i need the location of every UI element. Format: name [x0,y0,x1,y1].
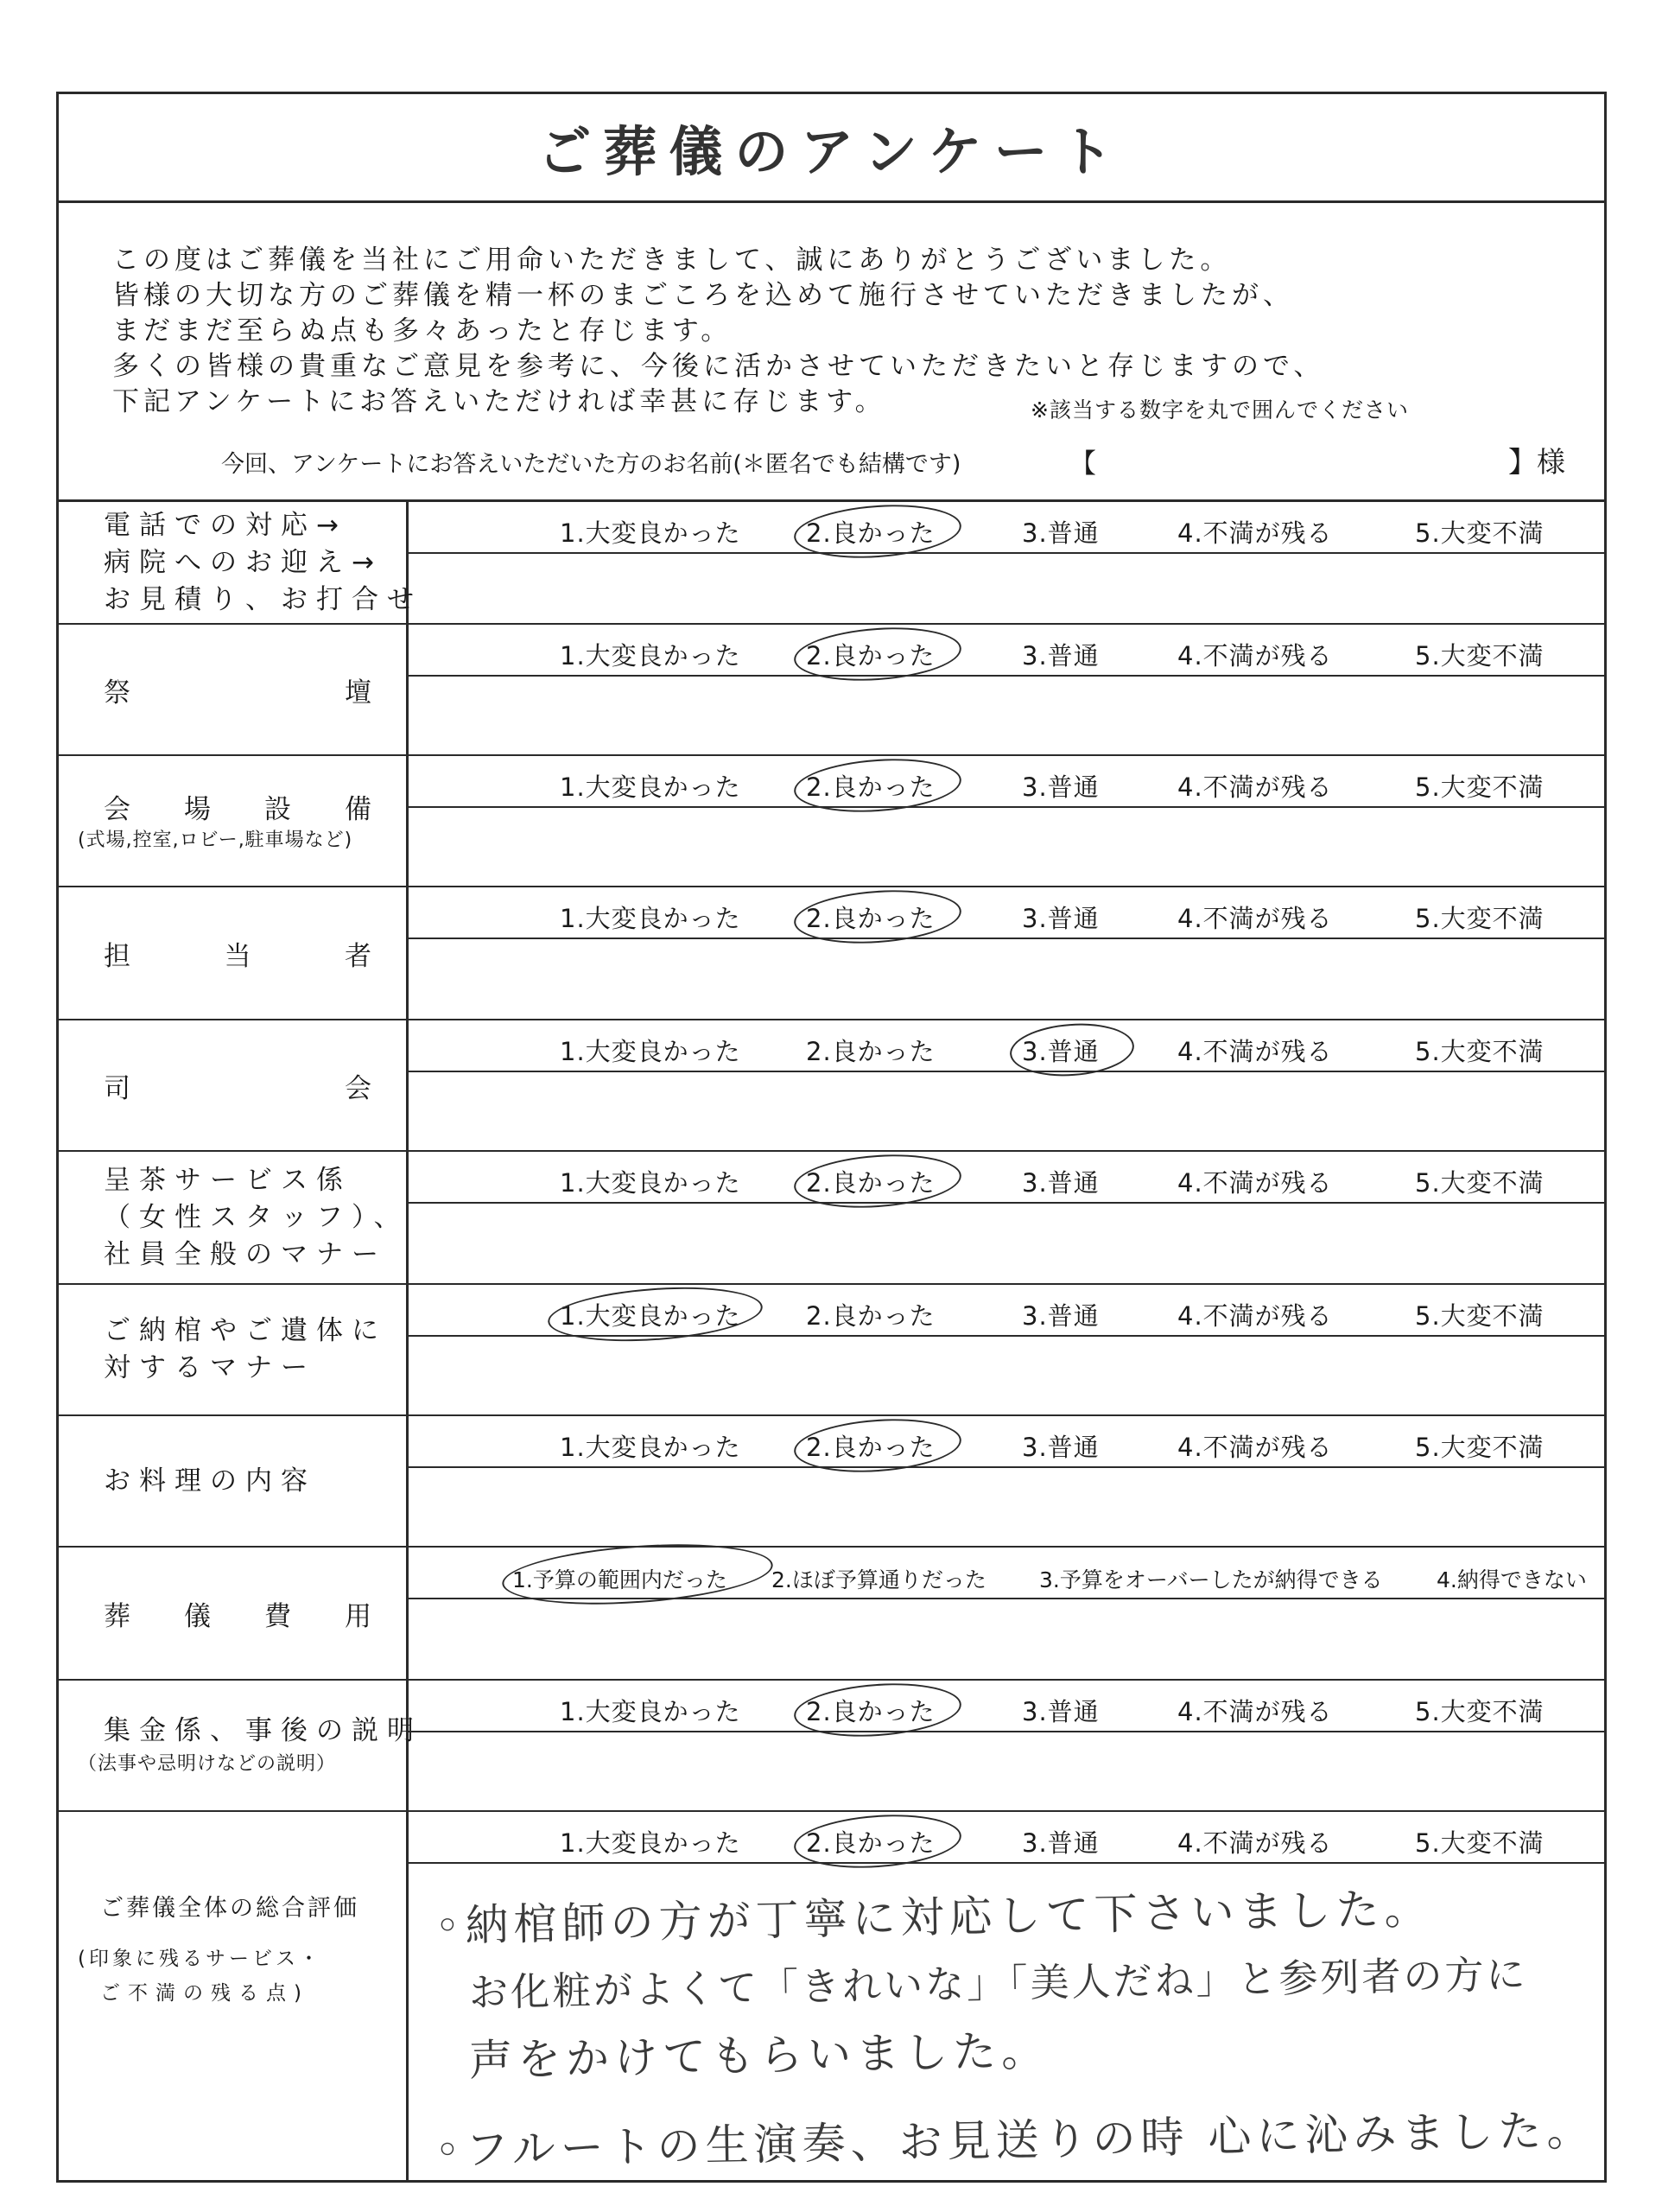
rating-option-3[interactable]: 3.普通 [1022,1433,1100,1462]
intro-line: 多くの皆様の貴重なご意見を参考に、今後に活かさせていただきたいと存じますので、 [112,351,1325,382]
rating-option-4[interactable]: 4.納得できない [1437,1567,1587,1592]
question-row [59,1285,1604,1416]
rating-option-3[interactable]: 3.普通 [1022,772,1100,802]
overall-label-sub: ご不満の残る点) [100,1982,309,2005]
rating-option-3[interactable]: 3.普通 [1022,518,1100,548]
rating-options [409,632,1604,677]
question-label-char: 葬 [104,1600,130,1632]
rating-option-1[interactable]: 1.大変良かった [560,641,741,671]
question-row [59,1416,1604,1548]
question-label [59,1416,409,1546]
name-bracket-open: 【 [1069,448,1096,480]
rating-option-1[interactable]: 1.大変良かった [560,518,741,548]
rating-options [409,1554,1604,1599]
rating-options [409,509,1604,554]
form-title: ご葬儀のアンケート [59,94,1604,203]
question-label-char: 当 [224,940,251,972]
rating-option-4[interactable]: 4.不満が残る [1177,641,1333,671]
rating-options [409,1027,1604,1072]
rating-option-5[interactable]: 5.大変不満 [1415,1037,1545,1066]
rating-option-1[interactable]: 1.大変良かった [560,1828,741,1858]
question-label-justified [59,671,406,709]
question-label [59,1681,422,1810]
rating-options [409,763,1604,808]
rating-option-2[interactable]: 2.ほぼ予算通りだった [771,1567,986,1592]
rating-option-4[interactable]: 4.不満が残る [1177,1301,1333,1331]
question-label-char: 設 [264,793,291,825]
question-label-char: 司 [104,1072,130,1104]
question-sublabel: (式場,控室,ロビー,駐車場など) [78,829,353,851]
rating-option-2[interactable]: 2.良かった [806,1433,936,1462]
question-label-line: （女性スタッフ）、 [104,1201,409,1233]
question-label-line: 電話での対応→ [104,509,347,541]
question-label-char: 儀 [184,1600,211,1632]
question-label-char: 担 [104,940,130,972]
overall-label-sub: (印象に残るサービス・ [78,1948,322,1970]
question-label-line: お見積り、お打合せ [104,583,422,615]
rating-option-2[interactable]: 2.良かった [806,1301,936,1331]
rating-option-1[interactable]: 1.大変良かった [560,1433,741,1462]
rating-option-4[interactable]: 4.不満が残る [1177,1433,1333,1462]
rating-option-5[interactable]: 5.大変不満 [1415,904,1545,933]
rating-option-5[interactable]: 5.大変不満 [1415,772,1545,802]
question-label [59,625,409,754]
rating-option-4[interactable]: 4.不満が残る [1177,518,1333,548]
rating-option-1[interactable]: 1.大変良かった [560,1037,741,1066]
rating-options [409,1423,1604,1468]
question-label [59,1285,409,1414]
rating-options [409,1159,1604,1204]
question-label-char: 費 [264,1600,291,1632]
question-row [59,502,1604,625]
question-label [59,1020,409,1150]
rating-option-3[interactable]: 3.普通 [1022,1828,1100,1858]
question-label-char: 備 [345,793,371,825]
question-label-char: 者 [345,940,371,972]
rating-option-2[interactable]: 2.良かった [806,518,936,548]
comment-area[interactable] [409,1866,1604,2180]
rating-option-3[interactable]: 3.普通 [1022,1697,1100,1726]
question-row [59,756,1604,887]
question-row [59,1548,1604,1681]
question-label-justified [59,1594,406,1633]
intro-section [59,203,1604,502]
name-field-label: 今回、アンケートにお答えいただいた方のお名前(＊匿名でも結構です) [221,451,961,478]
overall-label-title: ご葬儀全体の総合評価 [100,1895,359,1922]
rating-option-1[interactable]: 1.大変良かった [560,1301,741,1331]
rating-options [409,894,1604,939]
rating-option-4[interactable]: 4.不満が残る [1177,1828,1333,1858]
rating-option-3[interactable]: 3.予算をオーバーしたが納得できる [1039,1567,1383,1592]
rating-option-4[interactable]: 4.不満が残る [1177,1037,1333,1066]
question-label-char: 会 [104,793,130,825]
rating-option-5[interactable]: 5.大変不満 [1415,1168,1545,1198]
question-label-line: 呈茶サービス係 [104,1164,352,1196]
handwritten-comment-line: 声をかけてもらいました。 [468,2025,1050,2086]
rating-option-4[interactable]: 4.不満が残る [1177,904,1333,933]
question-label-char: 祭 [104,677,130,709]
rating-option-1[interactable]: 1.大変良かった [560,1697,741,1726]
instruction-note: ※該当する数字を丸で囲んでください [1031,397,1409,423]
rating-option-3[interactable]: 3.普通 [1022,1301,1100,1331]
rating-option-4[interactable]: 4.不満が残る [1177,772,1333,802]
question-label-char: 用 [345,1600,371,1632]
intro-line: この度はご葬儀を当社にご用命いただきまして、誠にありがとうございました。 [112,245,1232,276]
question-row [59,1020,1604,1152]
rating-option-5[interactable]: 5.大変不満 [1415,1697,1545,1726]
intro-line: 皆様の大切な方のご葬儀を精一杯のまごころを込めて施行させていただきましたが、 [112,280,1294,311]
rating-option-5[interactable]: 5.大変不満 [1415,518,1545,548]
rating-option-4[interactable]: 4.不満が残る [1177,1697,1333,1726]
question-label [59,887,409,1019]
rating-options [409,1819,1604,1864]
rating-option-2[interactable]: 2.良かった [806,772,936,802]
question-row [59,1681,1604,1812]
rating-option-5[interactable]: 5.大変不満 [1415,641,1545,671]
name-field-row [221,445,1565,480]
rating-option-2[interactable]: 2.良かった [806,641,936,671]
question-sublabel: （法事や忌明けなどの説明） [78,1752,337,1775]
rating-option-1[interactable]: 1.大変良かった [560,904,741,933]
rating-option-2[interactable]: 2.良かった [806,1828,936,1858]
question-label-char: 場 [184,793,211,825]
handwritten-comment-line: お化粧がよくて「きれいな」「美人だね」と参列者の方に [468,1951,1528,2016]
rating-option-2[interactable]: 2.良かった [806,1168,936,1198]
intro-line: 下記アンケートにお答えいただければ幸甚に存じます。 [112,386,886,417]
survey-form [56,92,1607,2183]
question-label-char: 壇 [345,677,371,709]
rating-option-1[interactable]: 1.予算の範囲内だった [512,1567,727,1592]
rating-option-2[interactable]: 2.良かった [806,1037,936,1066]
rating-option-1[interactable]: 1.大変良かった [560,1168,741,1198]
rating-option-1[interactable]: 1.大変良かった [560,772,741,802]
question-row [59,1152,1604,1285]
rating-option-5[interactable]: 5.大変不満 [1415,1828,1545,1858]
rating-option-2[interactable]: 2.良かった [806,1697,936,1726]
question-row [59,887,1604,1020]
rating-option-3[interactable]: 3.普通 [1022,1037,1100,1066]
question-label-justified [59,1066,406,1105]
handwritten-comment-line: ◦フルートの生演奏、お見送りの時 心に沁みました。 [434,2105,1595,2176]
question-row [59,625,1604,756]
overall-label [59,1812,409,2180]
question-label-line: 対するマナー [104,1352,316,1383]
name-bracket-close[interactable]: 】様 [1508,445,1565,479]
question-label-char: 会 [345,1072,371,1104]
rating-options [409,1292,1604,1337]
question-label-line: ご納棺やご遺体に [104,1315,387,1346]
question-label-line: 集金係、事後の説明 [104,1714,422,1746]
rating-options [409,1688,1604,1732]
question-label-line: 病院へのお迎え→ [104,546,383,578]
question-label-justified [59,934,406,973]
rating-option-3[interactable]: 3.普通 [1022,641,1100,671]
question-label [59,756,409,886]
question-label [59,1548,409,1679]
handwritten-comment-line: ◦納棺師の方が丁寧に対応して下さいました。 [434,1883,1433,1952]
rating-option-3[interactable]: 3.普通 [1022,904,1100,933]
rating-option-5[interactable]: 5.大変不満 [1415,1301,1545,1331]
intro-line: まだまだ至らぬ点も多々あったと存じます。 [112,315,733,346]
question-label-justified [59,787,406,826]
rating-option-3[interactable]: 3.普通 [1022,1168,1100,1198]
rating-option-4[interactable]: 4.不満が残る [1177,1168,1333,1198]
question-label-line: 社員全般のマナー [104,1238,387,1270]
question-label-line: お料理の内容 [104,1465,316,1497]
question-label [59,502,422,623]
question-label [59,1152,409,1283]
rating-option-5[interactable]: 5.大変不満 [1415,1433,1545,1462]
rating-option-2[interactable]: 2.良かった [806,904,936,933]
overall-evaluation-row [59,1812,1604,2180]
